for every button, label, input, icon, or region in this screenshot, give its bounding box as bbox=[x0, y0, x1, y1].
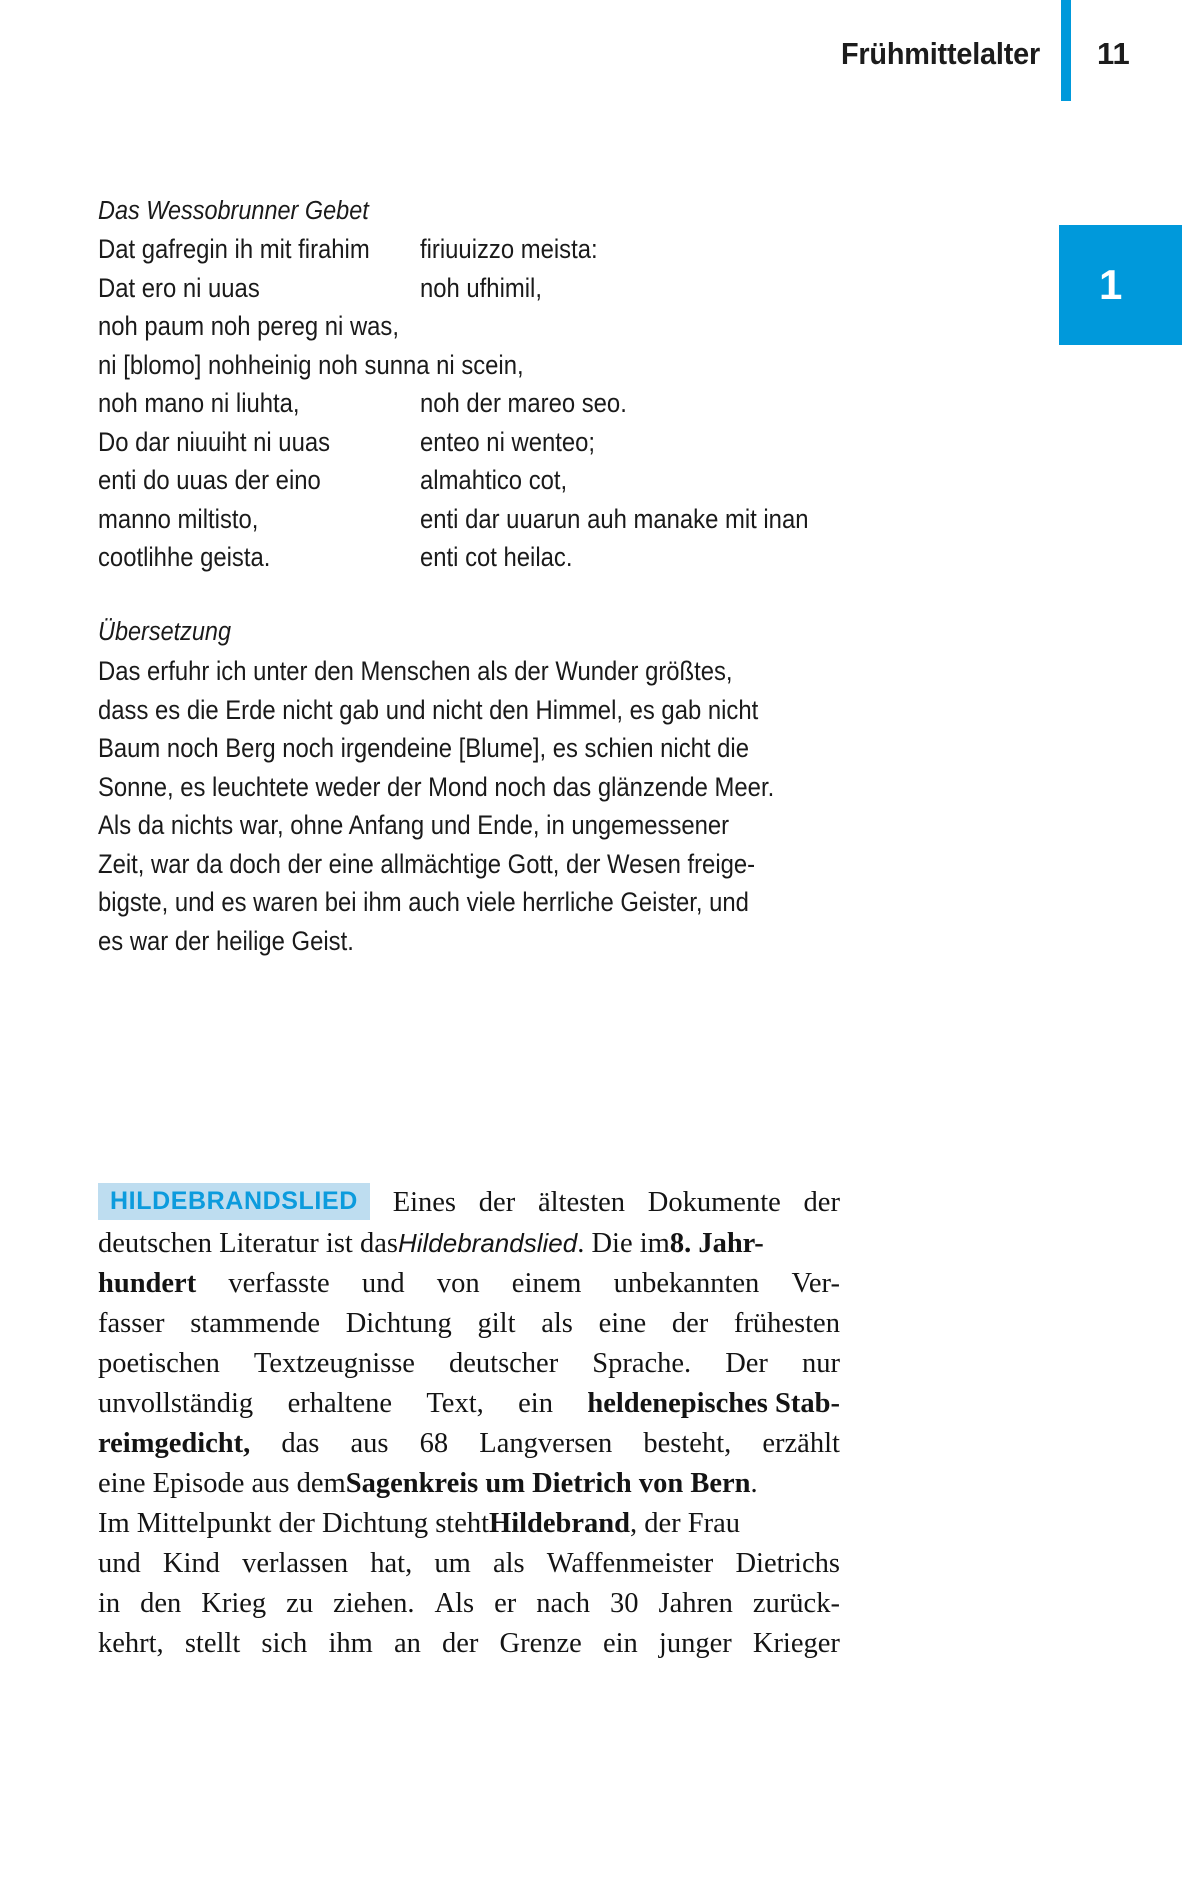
body-word: Dokumente bbox=[647, 1187, 781, 1218]
poem-line bbox=[98, 423, 858, 462]
body-word: ihm bbox=[328, 1628, 373, 1659]
body-word: ziehen. bbox=[333, 1588, 415, 1619]
page-header bbox=[0, 0, 1182, 120]
body-word: stammende bbox=[190, 1308, 320, 1339]
body-word: unbekannten bbox=[613, 1268, 760, 1299]
running-head-title: Frühmittelalter bbox=[840, 36, 1040, 71]
body-paragraph-line bbox=[98, 1464, 840, 1504]
body-word: verfasste bbox=[228, 1268, 330, 1299]
poem-line bbox=[98, 346, 858, 385]
body-word: unvollständig bbox=[98, 1388, 254, 1419]
poem-line-hemistich-a: manno miltisto, bbox=[98, 503, 259, 534]
body-word: als bbox=[541, 1308, 573, 1339]
body-word: Dietrichs bbox=[735, 1548, 840, 1579]
body-word: Hildebrandslied bbox=[397, 1228, 578, 1258]
body-word: Sprache. bbox=[592, 1348, 692, 1379]
body-word: fasser bbox=[98, 1308, 165, 1339]
body-word: der bbox=[478, 1187, 516, 1218]
chapter-number-label: 1 bbox=[1099, 261, 1123, 308]
body-word: Der bbox=[725, 1348, 768, 1379]
body-word: Ver- bbox=[791, 1268, 840, 1299]
body-word: um bbox=[434, 1548, 471, 1579]
translation-line: Zeit, war da doch der eine allmächtige Gott, der Wesen freige- bbox=[98, 848, 756, 879]
body-word: sich bbox=[261, 1628, 308, 1659]
translation-line: Baum noch Berg noch irgendeine [Blume], es schien nicht die bbox=[98, 733, 749, 763]
poem-line-hemistich-b: noh der mareo seo. bbox=[420, 388, 627, 418]
poem-line-hemistich-b: enteo ni wenteo; bbox=[420, 426, 596, 457]
body-word: junger bbox=[658, 1628, 732, 1659]
body-word: Text, bbox=[426, 1388, 484, 1419]
body-paragraph-line bbox=[98, 1264, 840, 1304]
page-number: 11 bbox=[1097, 36, 1130, 71]
body-word: zu bbox=[286, 1588, 314, 1619]
poem-title: Das Wessobrunner Gebet bbox=[98, 197, 369, 225]
body-word: nach bbox=[536, 1588, 591, 1619]
poem-line-hemistich-b: enti cot heilac. bbox=[420, 542, 573, 572]
translation-line: es war der heilige Geist. bbox=[98, 925, 354, 956]
body-word: Sagenkreis um Dietrich von Bern bbox=[345, 1468, 751, 1499]
body-word: erzählt bbox=[762, 1428, 840, 1459]
translation-line: Als da nichts war, ohne Anfang und Ende, in ungemessener bbox=[98, 810, 730, 840]
body-word: das bbox=[281, 1428, 320, 1459]
body-word: und bbox=[361, 1268, 405, 1299]
body-word: an bbox=[393, 1628, 421, 1659]
body-paragraph-line bbox=[98, 1223, 840, 1264]
poem-line bbox=[98, 269, 858, 308]
body-paragraph-line bbox=[98, 1384, 840, 1424]
body-word: erhaltene bbox=[287, 1388, 392, 1419]
body-word: Kind bbox=[162, 1548, 220, 1579]
body-word: zurück- bbox=[752, 1588, 840, 1619]
body-paragraph-line bbox=[98, 1584, 840, 1624]
body-word: von bbox=[436, 1268, 480, 1299]
poem-line-hemistich-b bbox=[420, 346, 814, 385]
translation-line: Das erfuhr ich unter den Menschen als der Wunder größtes, bbox=[98, 656, 733, 686]
poem-line-hemistich-b: enti dar uuarun auh manake mit inan bbox=[420, 503, 809, 534]
body-word: heldenepisches Stab- bbox=[587, 1388, 840, 1419]
body-word: deutschen Literatur ist das bbox=[98, 1228, 398, 1259]
body-word: Jahren bbox=[658, 1588, 733, 1619]
poem-line bbox=[98, 230, 858, 269]
body-word: deutscher bbox=[449, 1348, 559, 1379]
body-word: und bbox=[98, 1548, 141, 1579]
poem-line-hemistich-a: cootlihhe geista. bbox=[98, 542, 271, 572]
body-word: der bbox=[671, 1308, 709, 1339]
translation-line: dass es die Erde nicht gab und nicht den Himmel, es gab nicht bbox=[98, 694, 759, 725]
body-word: Krieger bbox=[752, 1628, 840, 1659]
poem-line-hemistich-a: Dat ero ni uuas bbox=[98, 272, 260, 303]
body-paragraph-line bbox=[98, 1544, 840, 1584]
body-word: reimgedicht, bbox=[98, 1428, 251, 1459]
poem-line-hemistich-b: noh ufhimil, bbox=[420, 272, 542, 303]
body-word: Eines bbox=[392, 1187, 457, 1218]
body-word: stellt bbox=[184, 1628, 241, 1659]
header-blue-rule bbox=[1061, 0, 1071, 101]
body-word: hat, bbox=[370, 1548, 413, 1579]
body-word: den bbox=[140, 1588, 182, 1619]
body-word: gilt bbox=[477, 1308, 516, 1339]
poem-line bbox=[98, 307, 858, 346]
body-paragraph-line bbox=[98, 1344, 840, 1384]
body-word: besteht, bbox=[643, 1428, 732, 1459]
body-paragraph-lines bbox=[98, 1183, 840, 1664]
body-paragraph-line bbox=[98, 1183, 840, 1223]
body-word: Hildebrand bbox=[489, 1508, 630, 1539]
poem-line-hemistich-b: firiuuizzo meista: bbox=[420, 234, 598, 264]
body-word: Im Mittelpunkt der Dichtung steht bbox=[98, 1508, 490, 1539]
body-word: Textzeugnisse bbox=[253, 1348, 415, 1379]
poem-line-hemistich-a: enti do uuas der eino bbox=[98, 465, 321, 495]
chapter-number-tab bbox=[1059, 225, 1182, 345]
poem-line-hemistich-a: Do dar niuuiht ni uuas bbox=[98, 426, 331, 457]
body-paragraph-line bbox=[98, 1504, 840, 1544]
body-word: Grenze bbox=[499, 1628, 582, 1659]
body-word: nur bbox=[801, 1348, 840, 1379]
body-word: der bbox=[441, 1628, 479, 1659]
body-word: ein bbox=[602, 1628, 638, 1659]
hildebrandslied-paragraph bbox=[98, 1183, 840, 1664]
poem-line-hemistich-a: noh mano ni liuhta, bbox=[98, 388, 300, 418]
translation-line: Sonne, es leuchtete weder der Mond noch das glänzende Meer. bbox=[98, 771, 775, 802]
poem-line bbox=[98, 500, 858, 539]
poem-line-hemistich-a: Dat gafregin ih mit firahim bbox=[98, 234, 370, 264]
keyword-badge-hildebrandslied: HILDEBRANDSLIED bbox=[98, 1183, 370, 1220]
body-word: kehrt, bbox=[98, 1628, 164, 1659]
body-paragraph-line bbox=[98, 1624, 840, 1664]
body-word: er bbox=[494, 1588, 517, 1619]
body-word: 30 bbox=[610, 1588, 639, 1619]
poem-line-hemistich-b: almahtico cot, bbox=[420, 465, 568, 495]
body-word: als bbox=[492, 1548, 525, 1579]
poem-lines bbox=[98, 230, 858, 577]
body-word: der bbox=[803, 1187, 840, 1218]
body-word: Langversen bbox=[479, 1428, 613, 1459]
translation-line: bigste, und es waren bei ihm auch viele herrliche Geister, und bbox=[98, 887, 749, 917]
body-word: Dichtung bbox=[345, 1308, 452, 1339]
translation-lines bbox=[98, 652, 878, 960]
body-word: Als bbox=[434, 1588, 475, 1619]
body-word: ein bbox=[518, 1388, 553, 1419]
body-word: einem bbox=[511, 1268, 582, 1299]
body-word: Waffenmeister bbox=[546, 1548, 714, 1579]
body-word: frühesten bbox=[733, 1308, 840, 1339]
body-paragraph-line bbox=[98, 1304, 840, 1344]
body-word: hundert bbox=[98, 1268, 197, 1299]
poem-line bbox=[98, 538, 858, 577]
body-word: verlassen bbox=[242, 1548, 349, 1579]
body-word: Krieg bbox=[201, 1588, 267, 1619]
poem-line bbox=[98, 461, 858, 500]
body-word: eine Episode aus dem bbox=[98, 1468, 346, 1499]
poem-line bbox=[98, 384, 858, 423]
poem-line-hemistich-a: noh paum noh pereg ni was, bbox=[98, 311, 399, 341]
body-word: 68 bbox=[419, 1428, 449, 1459]
body-word: poetischen bbox=[98, 1348, 220, 1379]
body-word: eine bbox=[598, 1308, 647, 1339]
body-word: 8. Jahr- bbox=[669, 1228, 764, 1259]
body-word: aus bbox=[350, 1428, 389, 1459]
body-word: , der Frau bbox=[630, 1508, 741, 1539]
translation-title: Übersetzung bbox=[98, 618, 232, 646]
body-word: in bbox=[98, 1588, 121, 1619]
body-paragraph-line bbox=[98, 1424, 840, 1464]
poem-line-hemistich-b bbox=[420, 307, 814, 346]
body-word: . bbox=[750, 1468, 758, 1499]
poem-section bbox=[98, 192, 858, 577]
poem-line-hemistich-a: ni [blomo] nohheinig noh sunna ni scein, bbox=[98, 349, 524, 380]
body-word: . Die im bbox=[577, 1228, 670, 1259]
translation-section bbox=[98, 612, 878, 960]
body-word: ältesten bbox=[537, 1187, 626, 1218]
